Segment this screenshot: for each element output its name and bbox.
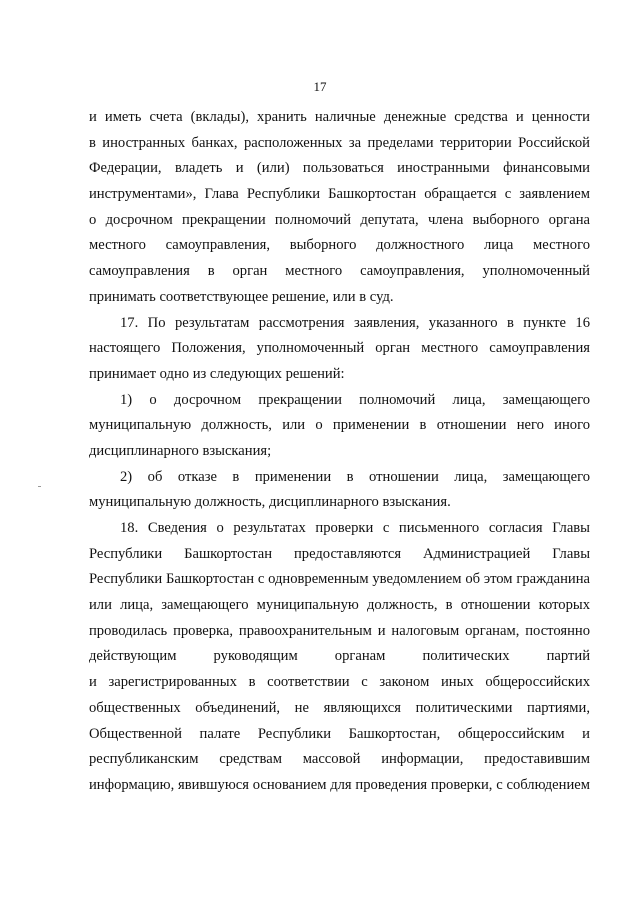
text-line: муниципальную должность, дисциплинарного взыскания. (89, 494, 451, 511)
text-line: общественных объединений, не являющихся политическими партиями, (89, 699, 590, 716)
text-line: Республики Башкортостан с одновременным уведомлением об этом гражданина (89, 571, 590, 588)
text-line: или лица, замещающего муниципальную должность, в отношении которых (89, 597, 590, 614)
text-line: Федерации, владеть и (или) пользоваться иностранными финансовыми (89, 160, 590, 177)
text-line: действующим руководящим органам политических партий (89, 648, 590, 665)
text-line: информацию, явившуюся основанием для проведения проверки, с соблюдением (89, 776, 590, 793)
text-line: принимает одно из следующих решений: (89, 365, 345, 382)
list-item-2-start: 2) об отказе в применении в отношении лица, замещающего (120, 468, 590, 485)
paragraph-18-start: 18. Сведения о результатах проверки с письменного согласия Главы (120, 520, 590, 536)
text-line: дисциплинарного взыскания; (89, 442, 272, 459)
margin-mark (38, 486, 41, 487)
text-line: и иметь счета (вклады), хранить наличные денежные средства и ценности (89, 109, 590, 125)
text-line: самоуправления в орган местного самоуправления, уполномоченный (89, 263, 590, 280)
document-body (89, 105, 590, 799)
list-item-1-start: 1) о досрочном прекращении полномочий лица, замещающего (120, 391, 590, 408)
text-line: о досрочном прекращении полномочий депутата, члена выборного органа (89, 211, 590, 228)
text-line: Республики Башкортостан предоставляются Администрацией Главы (89, 545, 590, 562)
text-line: в иностранных банках, расположенных за пределами территории Российской (89, 134, 590, 151)
paragraph-17-start: 17. По результатам рассмотрения заявления, указанного в пункте 16 (120, 314, 590, 331)
text-line: местного самоуправления, выборного должностного лица местного (89, 237, 590, 254)
text-line: настоящего Положения, уполномоченный орган местного самоуправления (89, 340, 590, 357)
text-line: республиканским средствам массовой информации, предоставившим (89, 751, 590, 768)
text-line: и зарегистрированных в соответствии с законом иных общероссийских (89, 674, 590, 691)
text-line: принимать соответствующее решение, или в суд. (89, 288, 394, 305)
text-line: инструментами», Глава Республики Башкортостан обращается с заявлением (89, 186, 590, 203)
text-line: Общественной палате Республики Башкортостан, общероссийским и (89, 725, 590, 742)
text-line: проводилась проверка, правоохранительным и налоговым органам, постоянно (89, 622, 590, 639)
page-number: 17 (313, 79, 327, 94)
text-line: муниципальную должность, или о применении в отношении него иного (89, 417, 590, 434)
